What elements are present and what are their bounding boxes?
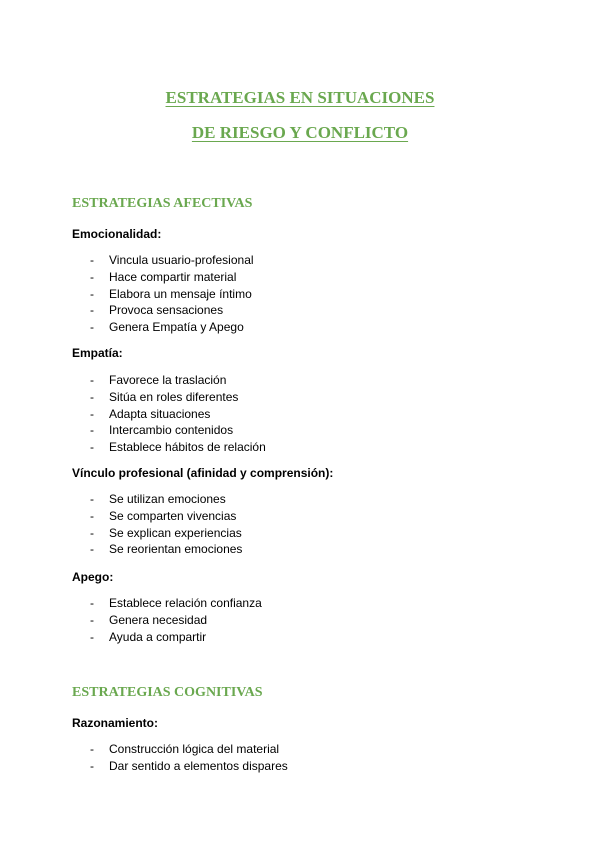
subheading-vinculo-profesional: Vínculo profesional (afinidad y comprensión): [72,466,334,480]
dash-glyph: - [90,629,94,644]
dash-glyph: - [90,508,94,523]
subheading-emocionalidad: Emocionalidad: [72,227,162,241]
subheading-empatia: Empatía: [72,346,123,360]
dash-glyph: - [90,596,94,610]
subheading-apego: Apego: [72,570,114,584]
list-item [90,302,254,319]
dash-glyph: - [90,423,94,438]
dash-glyph: - [90,269,94,284]
dash-glyph: - [90,612,94,627]
list-item-text: Ayuda a compartir [109,629,207,644]
list-empatia [90,372,266,456]
title-line-2: DE RIESGO Y CONFLICTO [191,123,409,142]
list-item [90,741,288,758]
list-item-text: Se utilizan emociones [109,492,226,506]
dash-glyph: - [90,303,94,318]
list-item-text: Provoca sensaciones [109,303,224,318]
list-razonamiento [90,741,288,775]
list-item-text: Construcción lógica del material [109,742,280,756]
list-item-text: Establece relación confianza [109,596,262,610]
list-item [90,541,242,558]
dash-glyph: - [90,542,94,557]
list-apego [90,595,262,645]
section-heading-cognitivas: ESTRATEGIAS COGNITIVAS [72,685,263,700]
subheading-razonamiento: Razonamiento: [72,716,159,730]
list-item [90,286,254,303]
list-item [90,422,266,439]
list-item [90,595,262,612]
list-item [90,629,262,646]
list-item [90,406,266,423]
dash-glyph: - [90,758,94,773]
list-item-text: Se explican experiencias [109,525,242,540]
list-item [90,612,262,629]
dash-glyph: - [90,286,94,301]
list-item [90,252,254,269]
list-item [90,319,254,336]
list-item-text: Establece hábitos de relación [109,440,266,455]
dash-glyph: - [90,406,94,421]
list-item-text: Intercambio contenidos [109,423,234,438]
list-item-text: Genera necesidad [109,612,208,627]
list-item-text: Hace compartir material [109,269,237,284]
dash-glyph: - [90,389,94,404]
list-item [90,758,288,775]
list-item [90,389,266,406]
list-item-text: Se reorientan emociones [109,542,243,557]
list-item-text: Se comparten vivencias [109,508,237,523]
list-item [90,269,254,286]
title-line-1: ESTRATEGIAS EN SITUACIONES [165,88,435,107]
list-item-text: Dar sentido a elementos dispares [109,758,288,773]
list-item-text: Vincula usuario-profesional [109,253,254,267]
dash-glyph: - [90,320,94,335]
dash-glyph: - [90,253,94,267]
list-item [90,525,242,542]
dash-glyph: - [90,373,94,387]
dash-glyph: - [90,525,94,540]
dash-glyph: - [90,742,94,756]
list-item [90,372,266,389]
dash-glyph: - [90,492,94,506]
list-vinculo-profesional [90,491,242,558]
list-item-text: Elabora un mensaje íntimo [109,286,252,301]
list-item [90,439,266,456]
list-item-text: Favorece la traslación [109,373,227,387]
list-item-text: Sitúa en roles diferentes [109,389,239,404]
list-item-text: Genera Empatía y Apego [109,320,244,335]
list-item [90,491,242,508]
section-heading-afectivas: ESTRATEGIAS AFECTIVAS [72,196,253,211]
dash-glyph: - [90,440,94,455]
list-emocionalidad [90,252,254,336]
list-item [90,508,242,525]
list-item-text: Adapta situaciones [109,406,211,421]
